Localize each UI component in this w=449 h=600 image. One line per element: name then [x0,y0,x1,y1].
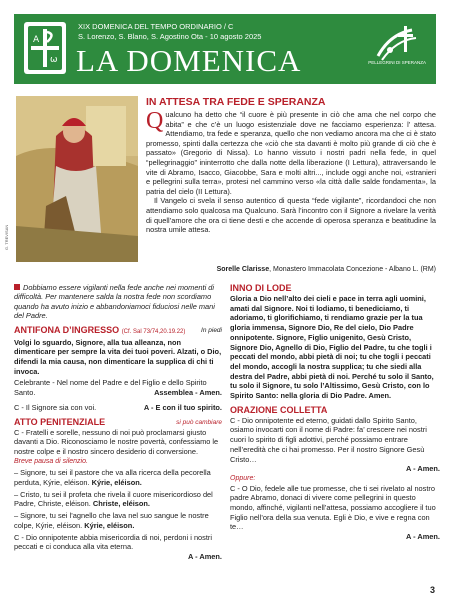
article-body [146,110,436,235]
publication-title: LA DOMENICA [76,43,302,78]
article-title: IN ATTESA TRA FEDE E SPERANZA [146,96,326,108]
absolution: C - Dio onnipotente abbia misericordia di noi, perdoni i nostri peccati e ci conduca alla vita eterna. [14,532,213,552]
celebrante-text: Celebrante - Nel nome del Padre e del Figlio e dello Spirito Santo. Assemblea - Amen. [14,378,222,398]
signature-author: Sorelle Clarisse [216,266,270,273]
article-paragraph-1: ualcuno ha detto che “il cuore è più presente in ciò che ama che nel corpo che abita” e che c’è un luogo esistenziale dove ne facciamo esperienza: l’ attesa. Attendiamo, tra fede e speranza, quello che non vediamo ancora ma che ci è stato promesso, spinti dalla certezza che «ciò che sta davanti è molto più grande di ciò che è passato» (Gregorio di Nissa). Lo hanno vissuto i nostri padri nella fede, in quel “pellegrinaggio” ininterrotto che dalla notte della liberazione (I Lettura), attraversando le vite di Abramo, Isacco, Giacobbe, Sara e molti altri..., include oggi anche noi, «stranieri e pellegrini sulla terra», protesi nel cammino verso «la città dalle salde fondamenta», la patria del cielo (II Lettura). [146,110,436,196]
antifona-reference: (Cf. Sal 73/74,20.19.22) [121,328,186,335]
kyrie-3: – Signore, tu sei l’agnello che lava nel suo sangue le nostre colpe, Kýrie, eléison. Kýrie, eléison. [14,511,209,530]
colletta-text-1: C - Dio onnipotente ed eterno, guidati dallo Spirito Santo, osiamo invocarti con il nome di Padre: fa’ crescere nei nostri cuori lo spirito di figli adottivi, perché possiamo entrare nell’eredità che ci hai promesso. Per il nostro Signore Gesù Cristo… [230,415,427,464]
antifona-text: Volgi lo sguardo, Signore, alla tua alleanza, non dimenticare per sempre la vita dei tuoi poveri. Alzati, o Dio, difendi la mia causa, non dimenticare la supplica di chi ti invoca. [14,337,222,376]
atto-note: si può cambiare [176,418,222,426]
intro-note: Dobbiamo essere vigilanti nella fede anche nei momenti di difficoltà. Per mantenere salda la nostra fede non scordiamo quando ha avuto inizio e abbandoniamoci fiduciosi nelle mani del Padre. [14,283,215,321]
saluto: C - Il Signore sia con voi. A - E con il tuo spirito. [14,402,222,412]
signature-place: , Monastero Immacolata Concezione - Albano L. (RM) [269,266,436,273]
page-number: 3 [430,585,436,595]
svg-text:ω: ω [50,55,58,65]
silenzio-note: Breve pausa di silenzio. [14,457,88,465]
oppure-label: Oppure: [230,474,256,482]
gloria-text: Gloria a Dio nell’alto dei cieli e pace in terra agli uomini, amati dal Signore. Noi ti lodiamo, ti benediciamo, ti adoriamo, ti glorifichiamo, ti rendiamo grazie per la tua gloria immensa, Signore Dio, Re del cielo, Dio Padre onnipotente. Signore, Figlio unigenito, Gesù Cristo, Signore Dio, Agnello di Dio, Figlio del Padre, tu che togli i peccati del mondo, abbi pietà di noi; tu che togli i peccati del mondo, accogli la nostra supplica; tu che siedi alla destra del Padre, abbi pietà di noi. Perché tu solo il Santo, tu solo il Signore, tu solo l’Altissimo, Gesù Cristo, con lo Spirito Santo: nella gloria di Dio Padre. Amen. [230,294,434,401]
colletta-heading: ORAZIONE COLLETTA [230,404,328,415]
article-signature [180,266,436,273]
jubilee-logo-text: PELLEGRINI DI SPERANZA [368,60,426,65]
inno-heading: INNO DI LODE [230,283,292,293]
drop-cap: Q [146,108,164,134]
assemblea-response: Assemblea - Amen. [154,388,222,398]
painting-image [16,96,138,262]
image-credit: G. TREVISAN [4,224,9,250]
chi-rho-logo [24,22,66,74]
bullet-square-icon [14,284,20,290]
left-column [14,283,222,562]
right-column [230,283,440,542]
saluto-response: A - E con il tuo spirito. [143,402,222,412]
liturgical-day: XIX DOMENICA DEL TEMPO ORDINARIO / C [78,22,234,31]
colletta-amen-1: A - Amen. [406,464,440,474]
colletta-amen-2: A - Amen. [406,532,440,542]
kyrie-2: – Cristo, tu sei il profeta che rivela il cuore misericordioso del Padre, Christe, eléison. Christe, eléison. [14,489,213,509]
antifona-stand-note: In piedi [201,326,222,334]
absolution-amen: A - Amen. [188,551,222,561]
colletta-text-2: C - O Dio, fedele alle tue promesse, che ti sei rivelato al nostro padre Abramo, donaci di vivere come pellegrini in questo mondo, affinché, vigilanti nell’attesa, possiamo accogliere il tuo Figlio nell’ora della sua venuta. Egli è Dio, e vive e regna con te… [230,483,436,532]
antifona-heading: ANTIFONA D’INGRESSO (Cf. Sal 73/74,20.19.22) In piedi [14,324,222,335]
atto-text: C - Fratelli e sorelle, nessuno di noi può proclamarsi giusto davanti a Dio. Riconosciamo le nostre povertà, confessiamo le nostre colpe e il nostro sincero desiderio di conversione. [14,427,219,456]
masthead [14,14,436,84]
jubilee-logo-icon [370,20,428,78]
saints-and-date: S. Lorenzo, S. Blano, S. Agostino Ota - 10 agosto 2025 [78,32,262,41]
article-paragraph-2: Il Vangelo ci svela il senso autentico di questa “fede vigilante”, ricordandoci che non attendiamo solo qualcosa ma Qualcuno. Sarà l’incontro con il Signore a rivelare la verità di quell’amore che ora ci tiene desti e che accende di operosa speranza e beatitudine la nostra umile attesa. [146,196,436,235]
kyrie-1: – Signore, tu sei il pastore che va alla ricerca della pecorella perduta, Kýrie, eléison. Kýrie, eléison. [14,468,211,488]
atto-penitenziale-heading: ATTO PENITENZIALE si può cambiare [14,416,222,427]
svg-text:A: A [33,35,40,45]
